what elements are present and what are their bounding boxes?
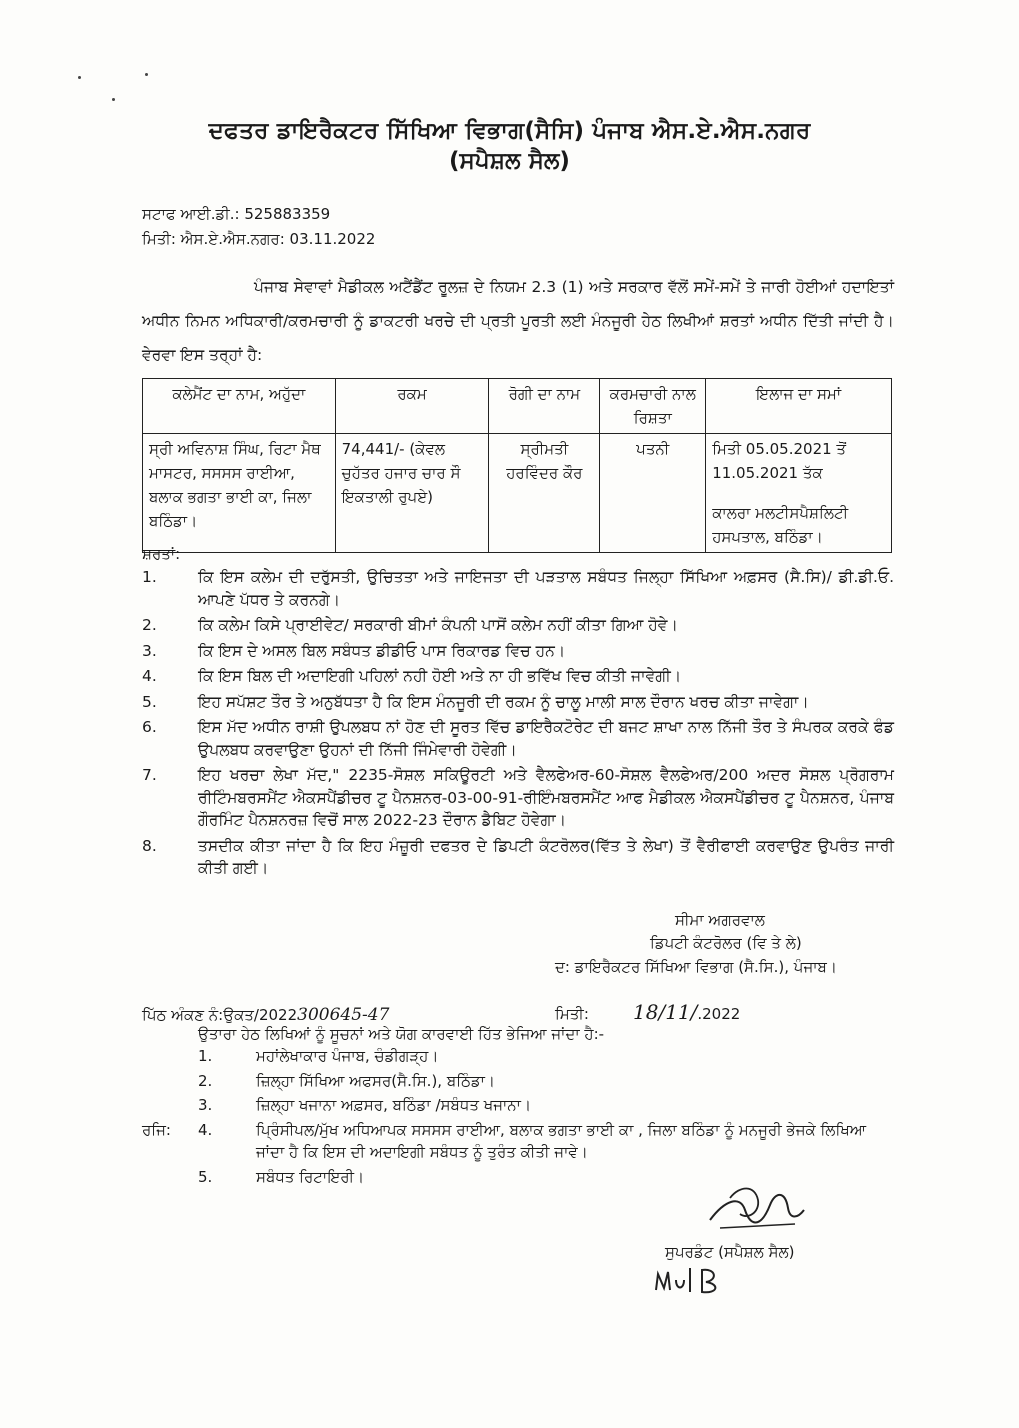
endorsement-number-label: ਪਿੱਠ ਅੰਕਣ ਨੰ:ਉਕਤ/2022: [142, 1006, 298, 1024]
list-item: [142, 665, 894, 688]
recipients-list: [142, 1045, 894, 1190]
condition-number: 3.: [142, 641, 157, 660]
list-item: [142, 640, 894, 663]
list-item: [142, 1045, 894, 1068]
col-patient-header: ਰੋਗੀ ਦਾ ਨਾਮ: [489, 379, 600, 434]
claimant-cell: ਸ੍ਰੀ ਅਵਿਨਾਸ਼ ਸਿੰਘ, ਰਿਟਾ ਮੈਥ ਮਾਸਟਰ, ਸਸਸਸ ਰਾਈਆ, ਬਲਾਕ ਭਗਤਾ ਭਾਈ ਕਾ, ਜਿਲਾ ਬਠਿੰਡਾ।: [143, 434, 336, 553]
recipient-number: 4.: [198, 1120, 213, 1139]
patient-cell: ਸ੍ਰੀਮਤੀ ਹਰਵਿੰਦਰ ਕੌਰ: [489, 434, 600, 553]
condition-number: 2.: [142, 616, 157, 634]
condition-number: 5.: [142, 692, 157, 711]
period-cell: [706, 434, 892, 553]
list-item: [142, 1119, 894, 1164]
claim-table: [142, 378, 892, 553]
amount-cell: 74,441/- (ਕੇਵਲ ਚੁਹੱਤਰ ਹਜਾਰ ਚਾਰ ਸੌ ਇਕਤਾਲੀ ਰੁਪਏ): [335, 434, 489, 553]
list-item: [142, 691, 894, 714]
condition-number: 8.: [142, 836, 157, 855]
endorsement-date-label: ਮਿਤੀ:: [555, 1005, 589, 1023]
recipient-prefix: [142, 1094, 198, 1117]
table-header-row: [143, 379, 892, 434]
condition-number: 4.: [142, 667, 157, 685]
recipient-text: ਪ੍ਰਿੰਸੀਪਲ/ਮੁੱਖ ਅਧਿਆਪਕ ਸਸਸਸ ਰਾਈਆ, ਬਲਾਕ ਭਗਤਾ ਭਾਈ ਕਾ , ਜਿਲਾ ਬਠਿੰਡਾ ਨੂੰ ਮਨਜੂਰੀ ਭੇਜਕੇ ਲਿਖਿਆ ਜਾਂਦਾ ਹੈ ਕਿ ਇਸ ਦੀ ਅਦਾਇਗੀ ਸਬੰਧਤ ਨੂੰ ਤੁਰੰਤ ਕੀਤੀ ਜਾਵੇ।: [256, 1120, 867, 1161]
conditions-list: [142, 566, 894, 883]
endorsement-date-year: .2022: [697, 1005, 741, 1023]
handwritten-initials: [650, 1262, 730, 1298]
condition-text: ਕਿ ਇਸ ਦੇ ਅਸਲ ਬਿਲ ਸਬੰਧਤ ਡੀਡੀਓ ਪਾਸ ਰਿਕਾਰਡ ਵਿਚ ਹਨ।: [198, 641, 566, 660]
staff-id: ਸਟਾਫ ਆਈ.ਡੀ.: 525883359: [142, 205, 331, 223]
handwritten-signature: [700, 1180, 810, 1240]
endorsement-date: [633, 1000, 740, 1024]
endorsement-date-handwritten: 18/11/: [633, 1000, 698, 1024]
recipient-text: ਜ਼ਿਲ੍ਹਾ ਸਿੱਖਿਆ ਅਫਸਰ(ਸੈ.ਸਿ.), ਬਠਿੰਡਾ।: [256, 1071, 496, 1090]
recipient-number: 1.: [198, 1047, 213, 1065]
signatory-designation: ਡਿਪਟੀ ਕੰਟਰੋਲਰ (ਵਿ ਤੇ ਲੇ): [650, 934, 802, 952]
recipient-prefix: [142, 1166, 198, 1189]
scan-speck: [112, 98, 115, 101]
recipient-prefix: [142, 1070, 198, 1093]
recipient-text: ਜ਼ਿਲ੍ਹਾ ਖਜਾਨਾ ਅਫ਼ਸਰ, ਬਠਿੰਡਾ /ਸਬੰਧਤ ਖਜਾਨਾ।: [256, 1096, 532, 1114]
list-item: [142, 764, 894, 832]
list-item: [142, 566, 894, 611]
condition-text: ਇਸ ਮੱਦ ਅਧੀਨ ਰਾਸ਼ੀ ਉਪਲਬਧ ਨਾਂ ਹੋਣ ਦੀ ਸੂਰਤ ਵਿੱਚ ਡਾਇਰੈਕਟੋਰੇਟ ਦੀ ਬਜਟ ਸ਼ਾਖਾ ਨਾਲ ਨਿੱਜੀ ਤੌਰ ਤੇ ਸੰਪਰਕ ਕਰਕੇ ਫੰਡ ਉਪਲਬਧ ਕਰਵਾਉਣਾ ਉਹਨਾਂ ਦੀ ਨਿੱਜੀ ਜਿੰਮੇਵਾਰੀ ਹੋਵੇਗੀ।: [198, 718, 894, 759]
col-claimant-header: ਕਲੇਮੈਂਟ ਦਾ ਨਾਮ, ਅਹੁੱਦਾ: [143, 379, 336, 434]
endorsement-intro: ਉਤਾਰਾ ਹੇਠ ਲਿਖਿਆਂ ਨੂੰ ਸੂਚਨਾਂ ਅਤੇ ਯੋਗ ਕਾਰਵਾਈ ਹਿੱਤ ਭੇਜਿਆ ਜਾਂਦਾ ਹੈ:-: [198, 1025, 605, 1043]
col-relation-header: ਕਰਮਚਾਰੀ ਨਾਲ ਰਿਸ਼ਤਾ: [600, 379, 706, 434]
treatment-period: ਮਿਤੀ 05.05.2021 ਤੋਂ 11.05.2021 ਤੱਕ: [712, 440, 847, 482]
condition-text: ਤਸਦੀਕ ਕੀਤਾ ਜਾਂਦਾ ਹੈ ਕਿ ਇਹ ਮੰਜ਼ੂਰੀ ਦਫਤਰ ਦੇ ਡਿਪਟੀ ਕੰਟਰੋਲਰ(ਵਿੱਤ ਤੇ ਲੇਖਾ) ਤੋਂ ਵੈਰੀਫਾਈ ਕਰਵਾਉਣ ਉਪਰੰਤ ਜਾਰੀ ਕੀਤੀ ਗਈ।: [198, 836, 894, 877]
list-item: [142, 1094, 894, 1117]
relation-cell: ਪਤਨੀ: [600, 434, 706, 553]
col-amount-header: ਰਕਮ: [335, 379, 489, 434]
intro-paragraph: [142, 270, 894, 372]
conditions-title: ਸ਼ਰਤਾਂ:: [142, 545, 181, 563]
list-item: [142, 716, 894, 761]
condition-text: ਕਿ ਇਸ ਬਿਲ ਦੀ ਅਦਾਇਗੀ ਪਹਿਲਾਂ ਨਹੀ ਹੋਈ ਅਤੇ ਨਾ ਹੀ ਭਵਿੱਖ ਵਿਚ ਕੀਤੀ ਜਾਵੇਗੀ।: [198, 667, 682, 685]
signatory-office: ਦ: ਡਾਇਰੈਕਟਰ ਸਿੱਖਿਆ ਵਿਭਾਗ (ਸੈ.ਸਿ.), ਪੰਜਾਬ।: [555, 958, 838, 976]
recipient-number: 3.: [198, 1096, 213, 1114]
cell-heading: (ਸਪੈਸ਼ਲ ਸੈਲ): [449, 148, 570, 174]
issue-date: ਮਿਤੀ: ਐਸ.ਏ.ਐਸ.ਨਗਰ: 03.11.2022: [142, 230, 376, 248]
condition-text: ਇਹ ਸਪੱਸ਼ਟ ਤੌਰ ਤੇ ਅਨੁਬੱਧਤਾ ਹੈ ਕਿ ਇਸ ਮੰਨਜੂਰੀ ਦੀ ਰਕਮ ਨੂੰ ਚਾਲੂ ਮਾਲੀ ਸਾਲ ਦੌਰਾਨ ਖਰਚ ਕੀਤਾ ਜਾਵੇਗਾ।: [198, 692, 809, 711]
endorsement-number-handwritten: 300645-47: [297, 1005, 390, 1025]
condition-text: ਕਿ ਇਸ ਕਲੇਮ ਦੀ ਦਰੁੱਸਤੀ, ਉਚਿਤਤਾ ਅਤੇ ਜਾਇਜਤਾ ਦੀ ਪੜਤਾਲ ਸਬੰਧਤ ਜਿਲ੍ਹਾ ਸਿੱਖਿਆ ਅਫ਼ਸਰ (ਸੈ.ਸਿ)/ ਡੀ.ਡੀ.ਓ. ਆਪਣੇ ਪੱਧਰ ਤੇ ਕਰਨਗੇ।: [198, 568, 894, 609]
recipient-number: 2.: [198, 1071, 213, 1090]
condition-text: ਕਿ ਕਲੇਮ ਕਿਸੇ ਪ੍ਰਾਈਵੇਟ/ ਸਰਕਾਰੀ ਬੀਮਾਂ ਕੰਪਨੀ ਪਾਸੋਂ ਕਲੇਮ ਨਹੀਂ ਕੀਤਾ ਗਿਆ ਹੋਵੇ।: [198, 616, 678, 634]
scan-speck: [78, 76, 81, 79]
recipient-prefix: ਰਜਿ:: [142, 1120, 171, 1139]
endorsement-number: [142, 1005, 389, 1025]
recipient-number: 5.: [198, 1167, 213, 1186]
list-item: [142, 835, 894, 880]
recipient-prefix: [142, 1045, 198, 1068]
list-item: [142, 1070, 894, 1093]
intro-text: ਪੰਜਾਬ ਸੇਵਾਵਾਂ ਮੈਡੀਕਲ ਅਟੈਂਡੈਂਟ ਰੂਲਜ਼ ਦੇ ਨਿਯਮ 2.3 (1) ਅਤੇ ਸਰਕਾਰ ਵੱਲੋਂ ਸਮੇਂ-ਸਮੇਂ ਤੇ ਜਾਰੀ ਹੋਈਆਂ ਹਦਾਇਤਾਂ ਅਧੀਨ ਨਿਮਨ ਅਧਿਕਾਰੀ/ਕਰਮਚਾਰੀ ਨੂੰ ਡਾਕਟਰੀ ਖਰਚੇ ਦੀ ਪ੍ਰਤੀ ਪੂਰਤੀ ਲਈ ਮੰਨਜੂਰੀ ਹੇਠ ਲਿਖੀਆਂ ਸ਼ਰਤਾਂ ਅਧੀਨ ਦਿੱਤੀ ਜਾਂਦੀ ਹੈ। ਵੇਰਵਾ ਇਸ ਤਰ੍ਹਾਂ ਹੈ:: [142, 278, 894, 364]
list-item: [142, 614, 894, 637]
recipient-text: ਮਹਾਂਲੇਖਾਕਾਰ ਪੰਜਾਬ, ਚੰਡੀਗੜ੍ਹ।: [256, 1047, 439, 1065]
condition-number: 7.: [142, 766, 157, 784]
superintendent-designation: ਸੁਪਰਡੰਟ (ਸਪੈਸ਼ਲ ਸੈਲ): [665, 1243, 795, 1261]
scan-speck: [145, 73, 148, 76]
signatory-name: ਸੀਮਾ ਅਗਰਵਾਲ: [675, 911, 765, 929]
condition-number: 6.: [142, 718, 157, 736]
recipient-text: ਸਬੰਧਤ ਰਿਟਾਇਰੀ।: [256, 1167, 365, 1186]
condition-number: 1.: [142, 568, 157, 586]
office-heading: ਦਫਤਰ ਡਾਇਰੈਕਟਰ ਸਿੱਖਿਆ ਵਿਭਾਗ(ਸੈਸਿ) ਪੰਜਾਬ ਐਸ.ਏ.ਐਸ.ਨਗਰ: [208, 118, 811, 144]
col-period-header: ਇਲਾਜ ਦਾ ਸਮਾਂ: [706, 379, 892, 434]
table-row: [143, 434, 892, 553]
condition-text: ਇਹ ਖਰਚਾ ਲੇਖਾ ਮੱਦ," 2235-ਸੋਸ਼ਲ ਸਕਿਊਰਟੀ ਅਤੇ ਵੈਲਫੇਅਰ-60-ਸੋਸ਼ਲ ਵੈਲਫੇਅਰ/200 ਅਦਰ ਸੋਸ਼ਲ ਪ੍ਰੋਗਰਾਮ ਰੀਟਿੰਮਬਰਸਮੈਂਟ ਐਕਸਪੈਂਡੀਚਰ ਟੂ ਪੈਨਸ਼ਨਰ-03-00-91-ਰੀਇੰਮਬਰਸਮੈਂਟ ਆਫ ਮੈਡੀਕਲ ਐਕਸਪੈਂਡੀਚਰ ਟੂ ਪੈਨਸ਼ਨਰ, ਪੰਜਾਬ ਗੌਰਮਿੰਟ ਪੈਨਸ਼ਨਰਜ਼ ਵਿਚੋਂ ਸਾਲ 2022-23 ਦੌਰਾਨ ਡੈਬਿਟ ਹੋਵੇਗਾ।: [198, 766, 894, 829]
hospital-name: ਕਾਲਰਾ ਮਲਟੀਸਪੈਸ਼ਲਿਟੀ ਹਸਪਤਾਲ, ਬਠਿੰਡਾ।: [712, 504, 849, 546]
